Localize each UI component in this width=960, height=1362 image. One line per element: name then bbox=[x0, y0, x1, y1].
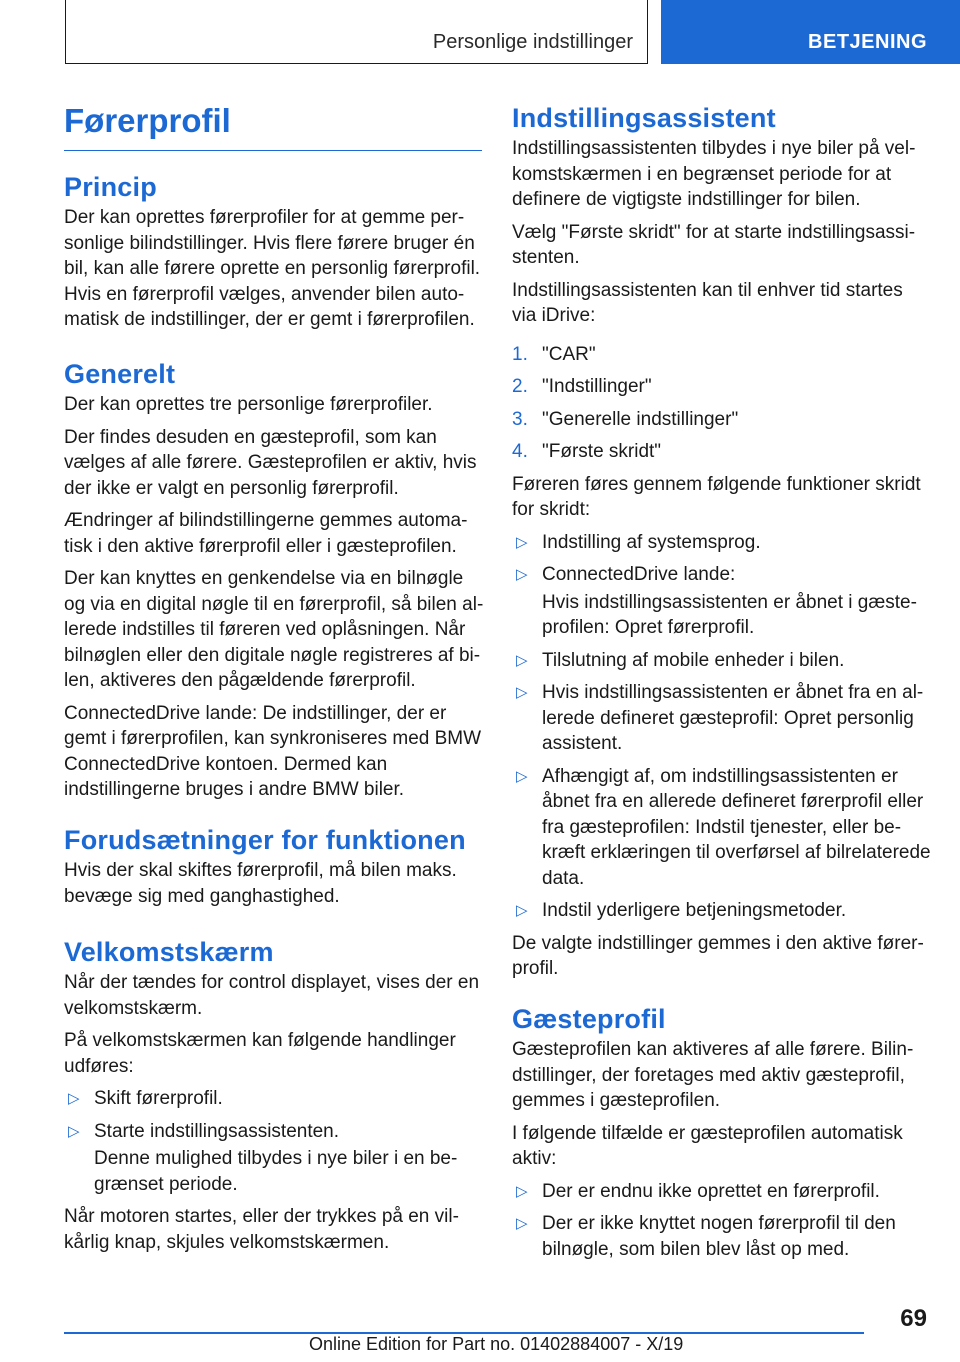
step-item: 2. "Indstillinger" bbox=[512, 374, 932, 400]
section-principle bbox=[64, 172, 484, 333]
heading-prerequisites: Forudsætninger for funktionen bbox=[64, 825, 466, 855]
list-item: ▷ Hvis indstillingsassistenten er åbnet fra en allerede defineret gæsteprofil: Opret personlig assistent. bbox=[516, 682, 924, 754]
heading-welcome: Velkomstskærm bbox=[64, 937, 274, 967]
general-p1: Der kan oprettes tre personlige førerprofiler. bbox=[64, 394, 433, 415]
section-general bbox=[64, 359, 484, 803]
list-item: ▷ ConnectedDrive lande: bbox=[512, 562, 932, 588]
triangle-bullet-icon: ▷ bbox=[516, 1215, 528, 1232]
list-item: ▷ Indstil yderligere betjeningsmetoder. bbox=[512, 898, 932, 924]
guest-p1: Gæsteprofilen kan aktiveres af alle førere. Bilindstillinger, der foretages med aktiv gæsteprofil, gemmes i gæsteprofilen. bbox=[512, 1039, 914, 1111]
triangle-bullet-icon: ▷ bbox=[68, 1122, 80, 1140]
step-item: 1. "CAR" bbox=[512, 342, 932, 368]
heading-assistant: Indstillingsassistent bbox=[512, 103, 776, 133]
footer-edition: Online Edition for Part no. 01402884007 - X/19 bbox=[309, 1334, 684, 1354]
triangle-bullet-icon: ▷ bbox=[516, 533, 528, 551]
welcome-p2: På velkomstskærmen kan følgende handlinger udføres: bbox=[64, 1030, 456, 1077]
page-title: Førerprofil bbox=[64, 102, 482, 151]
triangle-bullet-icon: ▷ bbox=[516, 651, 528, 669]
general-p5: ConnectedDrive lande: De indstillinger, der er gemt i førerprofilen, kan synkroniseres med BMW ConnectedDrive kontoen. Dermed kan indstillingerne bruges i andre BMW biler. bbox=[64, 702, 482, 800]
page-number: 69 bbox=[900, 1305, 927, 1332]
general-p3: Ændringer af bilindstillingerne gemmes automatisk i den aktive førerprofil eller i gæsteprofilen. bbox=[64, 510, 468, 557]
header-chapter-title: BETJENING bbox=[808, 31, 927, 53]
welcome-bullet2-note: Denne mulighed tilbydes i nye biler i en begrænset periode. bbox=[94, 1148, 458, 1195]
section-guest bbox=[512, 1004, 932, 1269]
assistant-p4: Føreren føres gennem følgende funktioner skridt for skridt: bbox=[512, 473, 921, 520]
section-welcome bbox=[64, 937, 484, 1255]
header-section-title: Personlige indstillinger bbox=[432, 31, 633, 53]
assistant-b2-note: Hvis indstillingsassistenten er åbnet i gæsteprofilen: Opret førerprofil. bbox=[542, 591, 917, 638]
general-p2: Der findes desuden en gæsteprofil, som kan vælges af alle førere. Gæsteprofilen er aktiv, hvis der ikke er valgt en personlig førerprofil. bbox=[64, 426, 477, 499]
header-chapter-box bbox=[661, 0, 960, 64]
heading-general: Generelt bbox=[64, 359, 176, 389]
general-p4: Der kan knyttes en genkendelse via en bilnøgle og via en digital nøgle til en førerprofil, så bilen allerede indstilles til føreren ved oplåsningen. Når bilnøglen eller den digitale nøgle registreres af bilen, aktiveres den pågældende førerprofil. bbox=[64, 568, 484, 691]
assistant-p3: Indstillingsassistenten kan til enhver tid startes via iDrive: bbox=[512, 279, 903, 326]
header-section-box bbox=[65, 0, 648, 64]
step-number: 3. bbox=[512, 408, 528, 430]
list-item: ▷ Skift førerprofil. bbox=[64, 1086, 484, 1112]
step-item: 3. "Generelle indstillinger" bbox=[512, 407, 932, 433]
list-item: ▷ Der er endnu ikke oprettet en førerprofil. bbox=[512, 1179, 932, 1205]
welcome-p1: Når der tændes for control displayet, vises der en velkomstskærm. bbox=[64, 972, 480, 1019]
section-assistant bbox=[512, 103, 932, 982]
list-item: ▷ Tilslutning af mobile enheder i bilen. bbox=[512, 648, 932, 674]
triangle-bullet-icon: ▷ bbox=[516, 566, 528, 583]
list-item: ▷ Starte indstillingsassistenten. bbox=[64, 1119, 484, 1145]
assistant-p2: Vælg "Første skridt" for at starte indstillingsassistenten. bbox=[512, 221, 916, 268]
prereq-text: Hvis der skal skiftes førerprofil, må bilen maks. bevæge sig med ganghastighed. bbox=[64, 860, 457, 907]
triangle-bullet-icon: ▷ bbox=[516, 1182, 528, 1200]
list-item: ▷ Indstilling af systemsprog. bbox=[512, 530, 932, 556]
triangle-bullet-icon: ▷ bbox=[516, 902, 528, 919]
triangle-bullet-icon: ▷ bbox=[516, 684, 528, 701]
list-item: ▷ Der er ikke knyttet nogen førerprofil til den bilnøgle, som bilen blev låst op med. bbox=[516, 1213, 896, 1260]
assistant-p1: Indstillingsassistenten tilbydes i nye biler på velkomstskærmen i en begrænset periode for at definere de vigtigste indstillinger for bilen. bbox=[512, 138, 916, 210]
step-item: 4. "Første skridt" bbox=[512, 439, 932, 465]
triangle-bullet-icon: ▷ bbox=[68, 1090, 80, 1107]
list-item: ▷ Afhængigt af, om indstillingsassistenten er åbnet fra en allerede defineret førerprofil eller fra gæsteprofilen: Indstil tjenester, eller bekræft erklæringen til overførsel af bilrelaterede data. bbox=[516, 765, 931, 889]
heading-guest: Gæsteprofil bbox=[512, 1004, 666, 1034]
step-number: 1. bbox=[512, 343, 528, 365]
guest-p2: I følgende tilfælde er gæsteprofilen automatisk aktiv: bbox=[512, 1122, 903, 1169]
section-prerequisites bbox=[64, 825, 484, 909]
assistant-p5: De valgte indstillinger gemmes i den aktive førerprofil. bbox=[512, 932, 924, 979]
heading-principle: Princip bbox=[64, 172, 157, 202]
step-number: 4. bbox=[512, 441, 528, 462]
principle-text: Der kan oprettes førerprofiler for at gemme personlige bilindstillinger. Hvis flere førere bruger én bil, kan alle førere oprette en personlig førerprofil. Hvis en førerprofil vælges, anvender bilen automatisk de indstillinger, der er gemt i førerprofilen. bbox=[64, 207, 481, 330]
welcome-p3: Når motoren startes, eller der trykkes på en vilkårlig knap, skjules velkomstskærmen. bbox=[64, 1206, 459, 1253]
triangle-bullet-icon: ▷ bbox=[516, 767, 528, 785]
step-number: 2. bbox=[512, 376, 528, 397]
